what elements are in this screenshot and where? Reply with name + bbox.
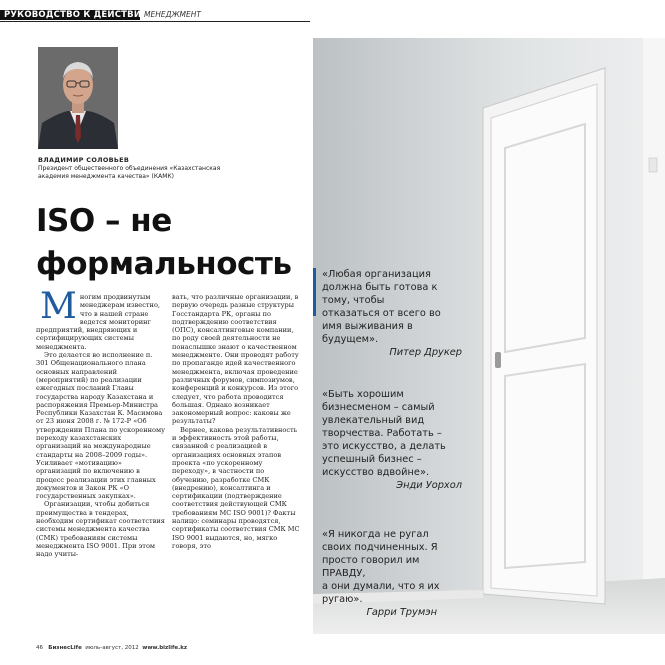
quote-3 [322, 528, 452, 619]
paragraph: вать, что различные организации, в первую очередь разные структуры Госстандарта РК, органы по подтверждению соответствия (ОПС), консалтинговые компании, по роду своей деятельности не понаслышке знают о качественном менеджменте. Они проводят работу по пропаганде идей качественного менеджмента, включая проведение различных форумов, симпозиумов, конференций и конкурсов. Из этого следует, что работа проводится большая. Однако возникает закономерный вопрос: каковы же результаты? [172, 293, 299, 426]
quote-author: Питер Друкер [389, 347, 462, 358]
quote-1 [322, 268, 462, 359]
quote-text: «Любая организация должна быть готова к тому, чтобы отказаться от всего во имя выживания в будущем». [322, 269, 441, 345]
page-header [0, 8, 665, 22]
article-title [36, 200, 296, 286]
page-number: 46 [36, 645, 43, 651]
paragraph: Это делается во исполнение п. 301 Общенационального плана основных направлений (мероприятий) по реализации ежегодных посланий Главы государства народу Казахстана и распоряжения Премьер-Министра Республики Казахстан К. Масимова от 23 июня 2008 г. № 172-Р «Об утверждении Плана по ускоренному переходу казахстанских организаций на международные стандарты на 2008–2009 годы». Усиливает «мотивацию» организаций по включению в процесс реализации этих главных документов и Закон РК «О государственных закупках». [36, 351, 165, 501]
quote-author: Гарри Трумэн [366, 607, 437, 618]
subsection-title: МЕНЕДЖМЕНТ [144, 10, 201, 19]
article-column-2 [172, 293, 300, 550]
magazine-url: www.bizlife.kz [142, 645, 188, 651]
magazine-name: БизнесLife [48, 645, 82, 651]
issue-date: июль-август, 2012 [85, 645, 139, 651]
author-name: ВЛАДИМИР СОЛОВЬЕВ [38, 156, 130, 164]
header-rule [0, 21, 310, 22]
author-photo [38, 47, 118, 149]
quote-text: «Я никогда не ругал своих подчиненных. Я просто говорил им ПРАВДУ, а они думали, что я их ругаю». [322, 529, 440, 605]
quote-accent-bar [313, 268, 316, 316]
quote-text: «Быть хорошим бизнесменом – самый увлекательный вид творчества. Работать – это искусство, а делать успешный бизнес – искусство вдвойне». [322, 389, 446, 478]
title-line-2: формальность [36, 246, 292, 282]
quote-2 [322, 388, 462, 492]
drop-cap: М [40, 286, 77, 327]
title-line-1: ISO – не [36, 203, 172, 239]
article-column-1 [36, 286, 166, 559]
author-role: Президент общественного объединения «Казахстанская академия менеджмента качества» (КАМК) [38, 165, 221, 180]
quote-author: Энди Уорхол [396, 480, 462, 491]
paragraph: Многим продвинутым менеджерам известно, что в нашей стране ведется мониторинг предприятий, внедряющих и сертифицирующих системы менеджмента. [36, 286, 161, 351]
paragraph: Организации, чтобы добиться преимущества в тендерах, необходим сертификат соответствия системы менеджмента качества (СМК) требованиям системы менеджмента ISO 9001. При этом надо учиты- [36, 500, 165, 559]
page-footer [36, 645, 187, 651]
section-title: РУКОВОДСТВО К ДЕЙСТВИЮ [4, 10, 152, 20]
paragraph: Вернее, какова результативность и эффективность этой работы, связанной с реализацией в организациях основных этапов проекта «по ускоренному переходу», в частности по обучению, разработке СМК (внедрению), консалтинга и сертификации (подтверждение соответствия действующей СМК требованиям МС ISO 9001)? Факты налицо: семинары проводятся, сертификаты соответствия СМК МС ISO 9001 выдаются, но, мягко говоря, это [172, 425, 300, 550]
